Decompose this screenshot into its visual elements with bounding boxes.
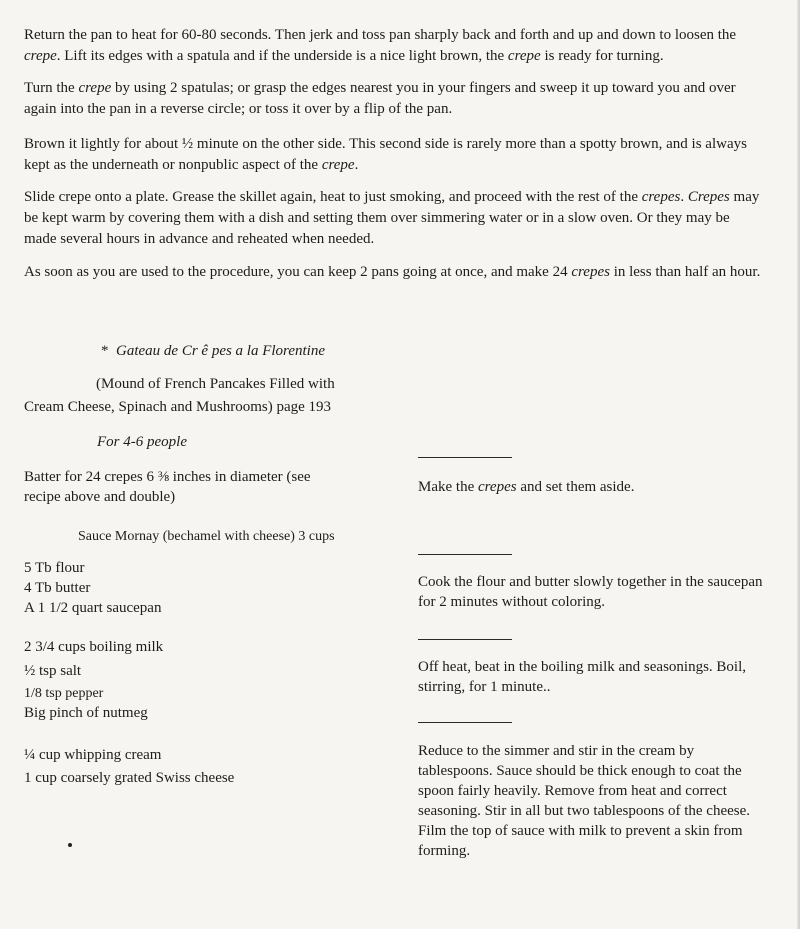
step-divider (418, 457, 512, 458)
step-make-crepes (418, 477, 768, 497)
text: Make the (418, 479, 478, 495)
emph: crepe (78, 80, 112, 96)
text: minute on the other side. This second side is rarely more than a spotty brown, and is always kept as the underneath or nonpublic aspect of the (24, 136, 747, 173)
sauce-heading: Sauce Mornay (bechamel with cheese) 3 cups (78, 529, 335, 544)
fraction: ½ (181, 136, 194, 152)
fraction: ¼ (24, 747, 36, 763)
ingredient-cream (24, 745, 161, 765)
text: may be kept warm by covering them with a dish and setting them over simmering water or in a slow oven. Or they may be made several hours in advance and reheated when needed. (24, 189, 760, 247)
paragraph-toss-pan (24, 25, 764, 67)
fraction: ½ (24, 663, 36, 679)
text: and set them aside. (516, 479, 635, 495)
ingredient-nutmeg: Big pinch of nutmeg (24, 705, 148, 721)
paragraph-two-pans (24, 262, 764, 283)
text: by using 2 spatulas; or grasp the edges nearest you in your fingers and sweep it up toward you and over again into the pan in a reverse circle; or toss it over by a flip of the pan. (24, 80, 736, 117)
emph: crepes (477, 479, 517, 495)
recipe-subtitle-line-1: (Mound of French Pancakes Filled with (96, 376, 335, 392)
ingredient-batter-line-2: recipe above and double) (24, 489, 176, 505)
ingredient-saucepan: A 1 1/2 quart saucepan (24, 600, 162, 616)
step-add-milk: Off heat, beat in the boiling milk and seasonings. Boil, stirring, for 1 minute.. (418, 659, 747, 695)
servings: For 4-6 people (97, 434, 187, 450)
step-cook-roux: Cook the flour and butter slowly together in the saucepan for 2 minutes without coloring. (418, 574, 763, 610)
text: Brown it lightly for about (24, 136, 182, 152)
stray-mark (68, 843, 72, 847)
recipe-subtitle-line-2: Cream Cheese, Spinach and Mushrooms) page 193 (24, 399, 332, 415)
step-divider (418, 639, 512, 640)
emph: crepe (321, 157, 355, 173)
step-divider (418, 554, 512, 555)
text: in less than half an hour. (609, 264, 761, 280)
text: tsp salt (35, 663, 82, 679)
text: Slide crepe onto a plate. Grease the skillet again, heat to just smoking, and proceed with the rest of the (24, 189, 642, 205)
ingredient-butter: 4 Tb butter (24, 580, 91, 596)
ingredient-flour: 5 Tb flour (24, 560, 85, 576)
paragraph-brown-lightly (24, 134, 764, 176)
paragraph-slide-crepe (24, 187, 764, 250)
text: cup whipping cream (35, 747, 162, 763)
recipe-title-text: Gateau de Cr ê pes a la Florentine (116, 343, 325, 359)
text: is ready for turning. (540, 48, 664, 64)
ingredient-milk: 2 3/4 cups boiling milk (24, 639, 164, 655)
emph: crepe (507, 48, 541, 64)
emph: crepes (641, 189, 681, 205)
emph: crepe (24, 48, 57, 64)
step-divider (418, 722, 512, 723)
text: . Lift its edges with a spatula and if the underside is a nice light brown, the (56, 48, 508, 64)
ingredient-salt (24, 661, 81, 681)
text: Turn the (24, 80, 79, 96)
ingredient-pepper: 1/8 tsp pepper (24, 686, 104, 701)
text: . (680, 189, 688, 205)
ingredient-cheese: 1 cup coarsely grated Swiss cheese (24, 770, 235, 786)
text: . (354, 157, 359, 173)
recipe-title (101, 341, 325, 361)
text: As soon as you are used to the procedure, you can keep 2 pans going at once, and make 24 (24, 264, 572, 280)
emph: Crepes (687, 189, 730, 205)
star-marker: * (101, 343, 109, 359)
ingredient-batter-line-1: Batter for 24 crepes 6 ⅜ inches in diameter (see (24, 469, 311, 485)
emph: crepes (571, 264, 610, 280)
text: Return the pan to heat for 60-80 seconds. Then jerk and toss pan sharply back and forth and up and down to loosen the (24, 27, 737, 43)
paragraph-turn-crepe (24, 78, 764, 120)
step-add-cream-cheese: Reduce to the simmer and stir in the cream by tablespoons. Sauce should be thick enough to coat the spoon fairly heavily. Remove from heat and correct seasoning. Stir in all but two tablespoons of the cheese. Film the top of sauce with milk to prevent a skin from forming. (418, 743, 751, 859)
